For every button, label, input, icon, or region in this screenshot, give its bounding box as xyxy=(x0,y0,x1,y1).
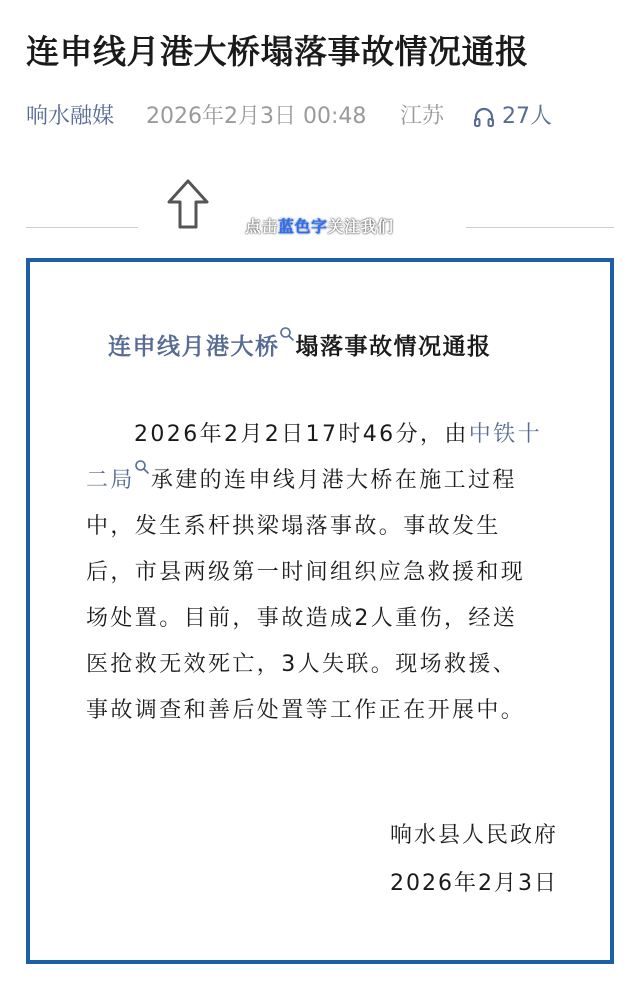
notice-title-text: 塌落事故情况通报 xyxy=(295,334,492,360)
signature-date: 2026年2月3日 xyxy=(390,871,558,896)
listen-count: 27人 xyxy=(502,104,552,129)
body-line: 医抢救无效死亡，3人失联。现场救援、 xyxy=(86,652,518,677)
signature-org: 响水县人民政府 xyxy=(389,823,558,848)
follow-banner[interactable] xyxy=(26,176,614,246)
body-text: 2026年2月2日17时46分，由 xyxy=(134,422,469,447)
notice-card xyxy=(26,258,614,964)
search-icon[interactable] xyxy=(279,326,295,342)
up-arrow-icon xyxy=(166,178,210,230)
follow-prompt-highlight: 蓝色字 xyxy=(278,217,328,236)
article-title: 连申线月港大桥塌落事故情况通报 xyxy=(26,32,529,71)
body-line xyxy=(86,412,566,458)
article-meta xyxy=(26,100,626,134)
contractor-search-link-cont[interactable]: 二局 xyxy=(86,468,135,493)
divider-line xyxy=(26,227,138,228)
account-name-link[interactable]: 响水融媒 xyxy=(26,104,115,129)
notice-body xyxy=(86,412,566,734)
body-line: 后，市县两级第一时间组织应急救援和现 xyxy=(86,560,526,585)
follow-prompt[interactable] xyxy=(245,214,394,237)
search-icon[interactable] xyxy=(134,459,150,475)
notice-title-search-link[interactable]: 连申线月港大桥 xyxy=(108,334,280,360)
notice-title xyxy=(108,326,578,361)
body-line xyxy=(86,458,566,504)
follow-prompt-prefix: 点击 xyxy=(245,217,279,236)
publish-datetime: 2026年2月3日 00:48 xyxy=(146,104,367,129)
follow-prompt-suffix: 关注我们 xyxy=(327,217,394,236)
headphones-icon[interactable] xyxy=(472,105,496,129)
signature-block xyxy=(390,822,558,898)
body-line: 中，发生系杆拱梁塌落事故。事故发生 xyxy=(86,514,501,539)
body-line: 事故调查和善后处置等工作正在开展中。 xyxy=(86,698,526,723)
contractor-search-link[interactable]: 中铁十 xyxy=(468,422,542,447)
body-line: 场处置。目前，事故造成2人重伤，经送 xyxy=(86,606,518,631)
divider-line xyxy=(466,227,614,228)
publish-region: 江苏 xyxy=(400,104,445,129)
body-text: 承建的连申线月港大桥在施工过程 xyxy=(150,468,517,493)
